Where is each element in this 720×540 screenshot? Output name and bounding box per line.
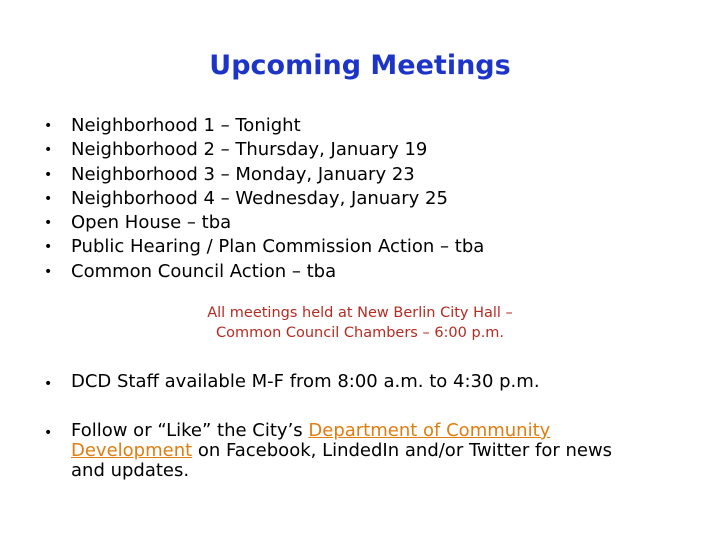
list-item xyxy=(44,235,484,259)
bullet-icon: • xyxy=(44,142,53,159)
meetings-list xyxy=(44,114,484,284)
staff-availability-text: DCD Staff available M-F from 8:00 a.m. to 4:30 p.m. xyxy=(71,371,540,392)
list-item xyxy=(44,163,484,187)
list-item xyxy=(44,372,540,392)
follow-prefix: Follow or “Like” the City’s xyxy=(71,420,309,441)
location-note xyxy=(0,303,720,343)
list-item xyxy=(44,138,484,162)
location-note-line-2: Common Council Chambers – 6:00 p.m. xyxy=(215,325,505,341)
meeting-text: Common Council Action – tba xyxy=(71,260,337,282)
bullet-icon: • xyxy=(44,376,53,392)
bullet-icon: • xyxy=(44,239,53,256)
meeting-text: Neighborhood 4 – Wednesday, January 25 xyxy=(71,187,448,209)
staff-availability-list xyxy=(44,372,540,392)
list-item xyxy=(44,421,644,481)
list-item xyxy=(44,187,484,211)
location-note-line-1: All meetings held at New Berlin City Hall – xyxy=(207,305,513,321)
meeting-text: Neighborhood 3 – Monday, January 23 xyxy=(71,163,415,185)
list-item xyxy=(44,260,484,284)
meeting-text: Open House – tba xyxy=(71,212,232,234)
bullet-icon: • xyxy=(44,166,53,183)
follow-suffix: on Facebook, LindedIn and/or Twitter for news and updates. xyxy=(71,440,613,481)
bullet-icon: • xyxy=(44,190,53,207)
bullet-icon: • xyxy=(44,118,53,134)
list-item xyxy=(44,211,484,235)
dcd-facebook-link[interactable]: Department of Community Development xyxy=(71,420,551,461)
list-item xyxy=(44,114,484,138)
meeting-text: Neighborhood 2 – Thursday, January 19 xyxy=(71,139,428,161)
meeting-text: Public Hearing / Plan Commission Action – tba xyxy=(71,236,485,258)
follow-list xyxy=(44,421,644,481)
slide-title: Upcoming Meetings xyxy=(209,50,511,81)
bullet-icon: • xyxy=(44,263,53,280)
bullet-icon: • xyxy=(44,215,53,232)
meeting-text: Neighborhood 1 – Tonight xyxy=(71,115,301,136)
bullet-icon: • xyxy=(44,425,53,441)
